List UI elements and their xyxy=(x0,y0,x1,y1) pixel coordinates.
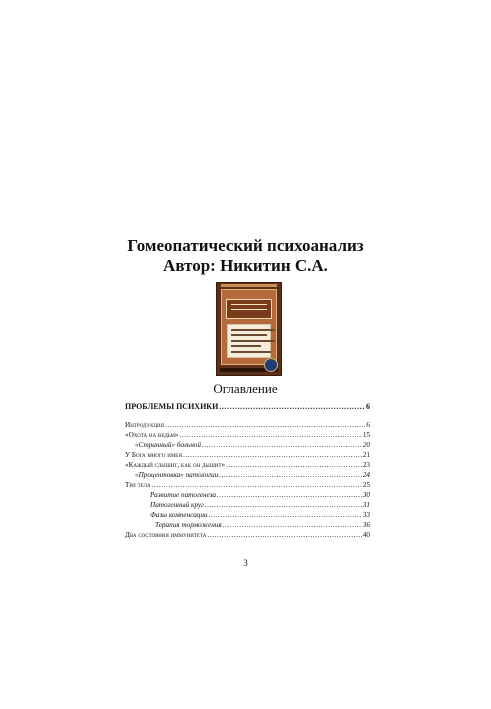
toc-leader-dots xyxy=(205,500,362,510)
toc-heading: Оглавление xyxy=(213,381,278,396)
toc-leader-dots xyxy=(180,430,362,440)
publisher-logo-icon xyxy=(264,358,278,372)
toc-entry-page: 6 xyxy=(366,421,370,429)
toc-entry-label: Два состояния иммунитета xyxy=(125,531,207,539)
toc-entry-label: Фазы компенсации xyxy=(150,511,208,519)
toc-entry-page: 20 xyxy=(362,441,370,449)
toc-leader-dots xyxy=(183,450,362,460)
toc-entry[interactable] xyxy=(125,500,370,510)
toc-entry-label: «Странный» больной xyxy=(135,441,201,449)
toc-entry[interactable] xyxy=(125,402,370,412)
toc-leader-dots xyxy=(207,530,361,540)
cover-text-box xyxy=(227,324,271,358)
book-cover-image xyxy=(216,282,282,376)
toc-entry-label: Развитие патогенеза xyxy=(150,491,217,499)
toc-leader-dots xyxy=(219,470,362,480)
book-title: Гомеопатический психоанализ xyxy=(127,236,364,255)
toc-entry-page: 24 xyxy=(362,471,370,479)
toc-entry-page: 21 xyxy=(362,451,370,459)
toc-entry-page: 25 xyxy=(362,481,370,489)
toc-entry[interactable] xyxy=(125,480,370,490)
cover-top-strip xyxy=(221,284,277,287)
toc-entry-page: 33 xyxy=(362,511,370,519)
toc-entry-page: 15 xyxy=(362,431,370,439)
page-number: 3 xyxy=(243,558,248,568)
toc-entry-page: 36 xyxy=(362,521,370,529)
toc-entry[interactable] xyxy=(125,520,370,530)
toc-entry-label: ПРОБЛЕМЫ ПСИХИКИ xyxy=(125,402,219,411)
toc-leader-dots xyxy=(223,520,362,530)
book-author: Автор: Никитин С.А. xyxy=(163,256,328,275)
toc-entry-label: «Каждый слышит, как он дышит» xyxy=(125,461,226,469)
toc-entry[interactable] xyxy=(125,460,370,470)
toc-entry-page: 30 xyxy=(362,491,370,499)
toc-entry[interactable] xyxy=(125,470,370,480)
toc-entry-label: У Бога много имен xyxy=(125,451,182,459)
toc-entry-label: Патогенный круг xyxy=(150,501,204,509)
toc-leader-dots xyxy=(217,490,362,500)
toc-leader-dots xyxy=(165,420,365,430)
toc-entry-label: «Охота на ведьм» xyxy=(125,431,179,439)
toc-leader-dots xyxy=(202,440,362,450)
toc-entry-page: 6 xyxy=(366,402,370,411)
toc-entry[interactable] xyxy=(125,420,370,430)
cover-frame xyxy=(221,289,277,365)
toc-leader-dots xyxy=(152,480,362,490)
toc-entry-label: Терапия торможения xyxy=(155,521,222,529)
toc-entry[interactable] xyxy=(125,430,370,440)
toc-entry-page: 40 xyxy=(362,531,370,539)
toc-leader-dots xyxy=(209,510,362,520)
toc-entry-page: 23 xyxy=(362,461,370,469)
toc-entry[interactable] xyxy=(125,510,370,520)
toc-entry-label: Три тела xyxy=(125,481,151,489)
toc-entry-label: «Процентовка» патологии xyxy=(135,471,219,479)
toc-entry-label: Интродукция xyxy=(125,421,164,429)
toc-entry-page: 31 xyxy=(362,501,370,509)
cover-title-plate xyxy=(226,299,272,319)
toc-entry[interactable] xyxy=(125,530,370,540)
toc-entry[interactable] xyxy=(125,440,370,450)
toc-entry[interactable] xyxy=(125,490,370,500)
toc-leader-dots xyxy=(219,402,365,412)
toc-entry[interactable] xyxy=(125,450,370,460)
toc-leader-dots xyxy=(226,460,362,470)
